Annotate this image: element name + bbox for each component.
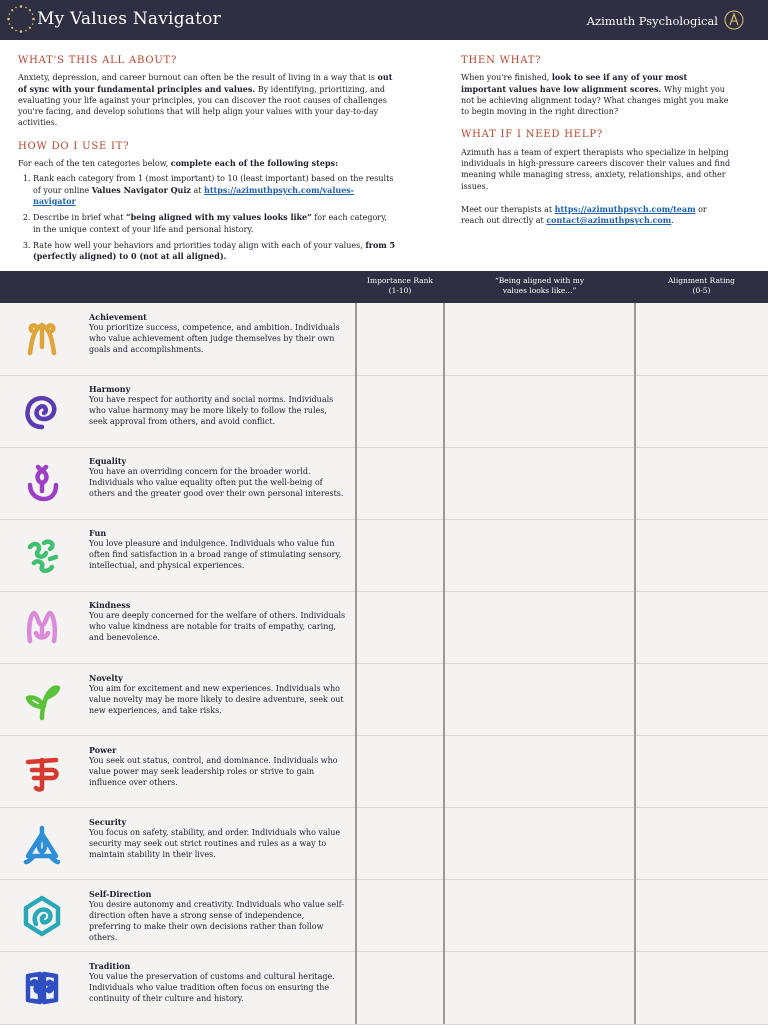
column-divider bbox=[634, 303, 636, 1024]
value-description: You prioritize success, competence, and ambition. Individuals who value achievement often judge themselves by their own goals and accomplishments. bbox=[89, 323, 340, 354]
table-row bbox=[0, 664, 768, 737]
power-icon bbox=[20, 750, 64, 794]
rating-cell[interactable] bbox=[636, 664, 768, 735]
values-table bbox=[0, 303, 768, 1024]
intro-right bbox=[461, 55, 731, 239]
brand-name: Azimuth Psychological bbox=[586, 14, 718, 28]
rank-cell[interactable] bbox=[356, 519, 444, 590]
col-importance-rank: Importance Rank (1-10) bbox=[367, 276, 433, 295]
harmony-spiral-icon bbox=[20, 389, 64, 433]
rank-cell[interactable] bbox=[356, 591, 444, 662]
value-description: You seek out status, control, and dominance. Individuals who value power may seek leadership roles or strive to gain influence over others. bbox=[89, 755, 338, 787]
table-row bbox=[0, 736, 768, 809]
rank-cell[interactable] bbox=[356, 375, 444, 446]
fun-icon bbox=[20, 533, 64, 577]
value-name: Equality bbox=[89, 456, 127, 467]
rating-cell[interactable] bbox=[636, 519, 768, 590]
value-description: You have respect for authority and social norms. Individuals who value harmony may be more likely to follow the rules, seek approval from others, and avoid conflict. bbox=[89, 395, 334, 427]
rank-cell[interactable] bbox=[356, 880, 444, 951]
novelty-sprout-icon bbox=[20, 678, 64, 722]
aligned-cell[interactable] bbox=[445, 303, 634, 374]
intro-left bbox=[18, 55, 396, 267]
sun-ring-icon bbox=[6, 4, 36, 34]
value-name: Novelty bbox=[89, 672, 123, 683]
rating-cell[interactable] bbox=[636, 591, 768, 662]
about-heading: WHAT'S THIS ALL ABOUT? bbox=[18, 55, 178, 66]
rating-cell[interactable] bbox=[636, 880, 768, 951]
table-row bbox=[0, 880, 768, 953]
team-link[interactable]: https://azimuthpsych.com/team bbox=[554, 203, 696, 214]
table-row bbox=[0, 447, 768, 520]
use-intro: For each of the ten categories below, complete each of the following steps: bbox=[18, 158, 339, 169]
value-description: You value the preservation of customs and cultural heritage. Individuals who value tradition often focus on ensuring the continuity of their culture and history. bbox=[89, 971, 335, 1003]
col-aligned-looks-like: “Being aligned with my values looks like...” bbox=[494, 276, 585, 295]
help-contact: Meet our therapists at https://azimuthpsych.com/team or reach out directly at contact@azimuthpsych.com. bbox=[461, 203, 707, 226]
kindness-icon bbox=[20, 605, 64, 649]
achievement-icon bbox=[20, 317, 64, 361]
aligned-cell[interactable] bbox=[445, 880, 634, 951]
then-paragraph: When you're finished, look to see if any of your most important values have low alignment scores. Why might you not be achieving alignment today? What changes might you make to begin moving in the right direction? bbox=[461, 72, 729, 117]
value-name: Tradition bbox=[89, 960, 131, 971]
rating-cell[interactable] bbox=[636, 447, 768, 518]
rating-cell[interactable] bbox=[636, 375, 768, 446]
tradition-icon bbox=[20, 966, 64, 1010]
step-1: 1. Rank each category from 1 (most important) to 10 (least important) based on the results of your online Values Navigator Quiz at https://azimuthpsych.com/values-navigator bbox=[33, 173, 396, 207]
value-description: You are deeply concerned for the welfare of others. Individuals who value kindness are notable for traits of empathy, caring, and benevolence. bbox=[89, 611, 346, 643]
table-header bbox=[0, 271, 768, 303]
help-heading: WHAT IF I NEED HELP? bbox=[461, 129, 604, 141]
rating-cell[interactable] bbox=[636, 952, 768, 1023]
value-description: You love pleasure and indulgence. Individuals who value fun often find satisfaction in a broad range of stimulating sensory, intellectual, and physical experiences. bbox=[89, 539, 342, 571]
table-row bbox=[0, 808, 768, 881]
aligned-cell[interactable] bbox=[445, 664, 634, 735]
rank-cell[interactable] bbox=[356, 952, 444, 1023]
value-name: Self-Direction bbox=[89, 888, 152, 899]
value-name: Power bbox=[89, 744, 117, 755]
aligned-cell[interactable] bbox=[445, 591, 634, 662]
page-header bbox=[0, 0, 768, 40]
compass-a-icon bbox=[724, 10, 744, 30]
step-3: 3. Rate how well your behaviors and priorities today align with each of your values, from 5 (perfectly aligned) to 0 (not at all aligned). bbox=[33, 240, 396, 263]
value-name: Harmony bbox=[89, 384, 131, 395]
value-name: Achievement bbox=[89, 312, 147, 322]
step-2: 2. Describe in brief what “being aligned with my values looks like” for each category, in the unique context of your life and personal history. bbox=[33, 212, 396, 235]
use-heading: HOW DO I USE IT? bbox=[18, 140, 130, 152]
about-paragraph: Anxiety, depression, and career burnout can often be the result of living in a way that is out of sync with your fundamental principles and values. By identifying, prioritizing, and evaluating your life against your principles, you can discover the root causes of challenges you're facing, and develop solutions that will help align your values with your day-to-day activities. bbox=[18, 72, 393, 128]
rank-cell[interactable] bbox=[356, 736, 444, 807]
aligned-cell[interactable] bbox=[445, 736, 634, 807]
value-name: Fun bbox=[89, 528, 107, 539]
value-description: You aim for excitement and new experiences. Individuals who value novelty may be more likely to desire adventure, seek out new experiences, and take risks. bbox=[89, 683, 344, 715]
rating-cell[interactable] bbox=[636, 303, 768, 374]
table-row bbox=[0, 519, 768, 592]
rating-cell[interactable] bbox=[636, 808, 768, 879]
table-row bbox=[0, 591, 768, 664]
rank-cell[interactable] bbox=[356, 808, 444, 879]
rank-cell[interactable] bbox=[356, 447, 444, 518]
value-name: Security bbox=[89, 816, 127, 827]
aligned-cell[interactable] bbox=[445, 808, 634, 879]
rank-cell[interactable] bbox=[356, 303, 444, 374]
page-title: My Values Navigator bbox=[37, 9, 221, 29]
rank-cell[interactable] bbox=[356, 664, 444, 735]
steps-list bbox=[18, 173, 396, 262]
aligned-cell[interactable] bbox=[445, 375, 634, 446]
then-heading: THEN WHAT? bbox=[461, 55, 542, 66]
table-row bbox=[0, 952, 768, 1025]
column-divider bbox=[355, 303, 357, 1024]
rating-cell[interactable] bbox=[636, 736, 768, 807]
value-name: Kindness bbox=[89, 600, 131, 611]
aligned-cell[interactable] bbox=[445, 447, 634, 518]
column-divider bbox=[443, 303, 445, 1024]
quiz-link[interactable]: https://azimuthpsych.com/values-navigator bbox=[33, 184, 355, 206]
aligned-cell[interactable] bbox=[445, 519, 634, 590]
email-link[interactable]: contact@azimuthpsych.com bbox=[546, 215, 672, 226]
col-alignment-rating: Alignment Rating (0-5) bbox=[668, 276, 735, 295]
aligned-cell[interactable] bbox=[445, 952, 634, 1023]
self-direction-icon bbox=[20, 894, 64, 938]
value-description: You have an overriding concern for the broader world. Individuals who value equality often put the well-being of others and the greater good over their own personal interests. bbox=[89, 467, 344, 499]
table-row bbox=[0, 303, 768, 376]
value-description: You focus on safety, stability, and order. Individuals who value security may seek out strict routines and rules as a way to maintain stability in their lives. bbox=[89, 827, 341, 859]
equality-icon bbox=[20, 461, 64, 505]
value-description: You desire autonomy and creativity. Individuals who value self-direction often have a strong sense of independence, preferring to make their own decisions rather than follow others. bbox=[89, 899, 345, 942]
help-paragraph: Azimuth has a team of expert therapists who specialize in helping individuals in high-pressure careers discover their values and find meaning while managing stress, anxiety, relationships, and other issues. bbox=[461, 147, 731, 191]
table-row bbox=[0, 375, 768, 448]
security-triangle-icon bbox=[20, 822, 64, 866]
